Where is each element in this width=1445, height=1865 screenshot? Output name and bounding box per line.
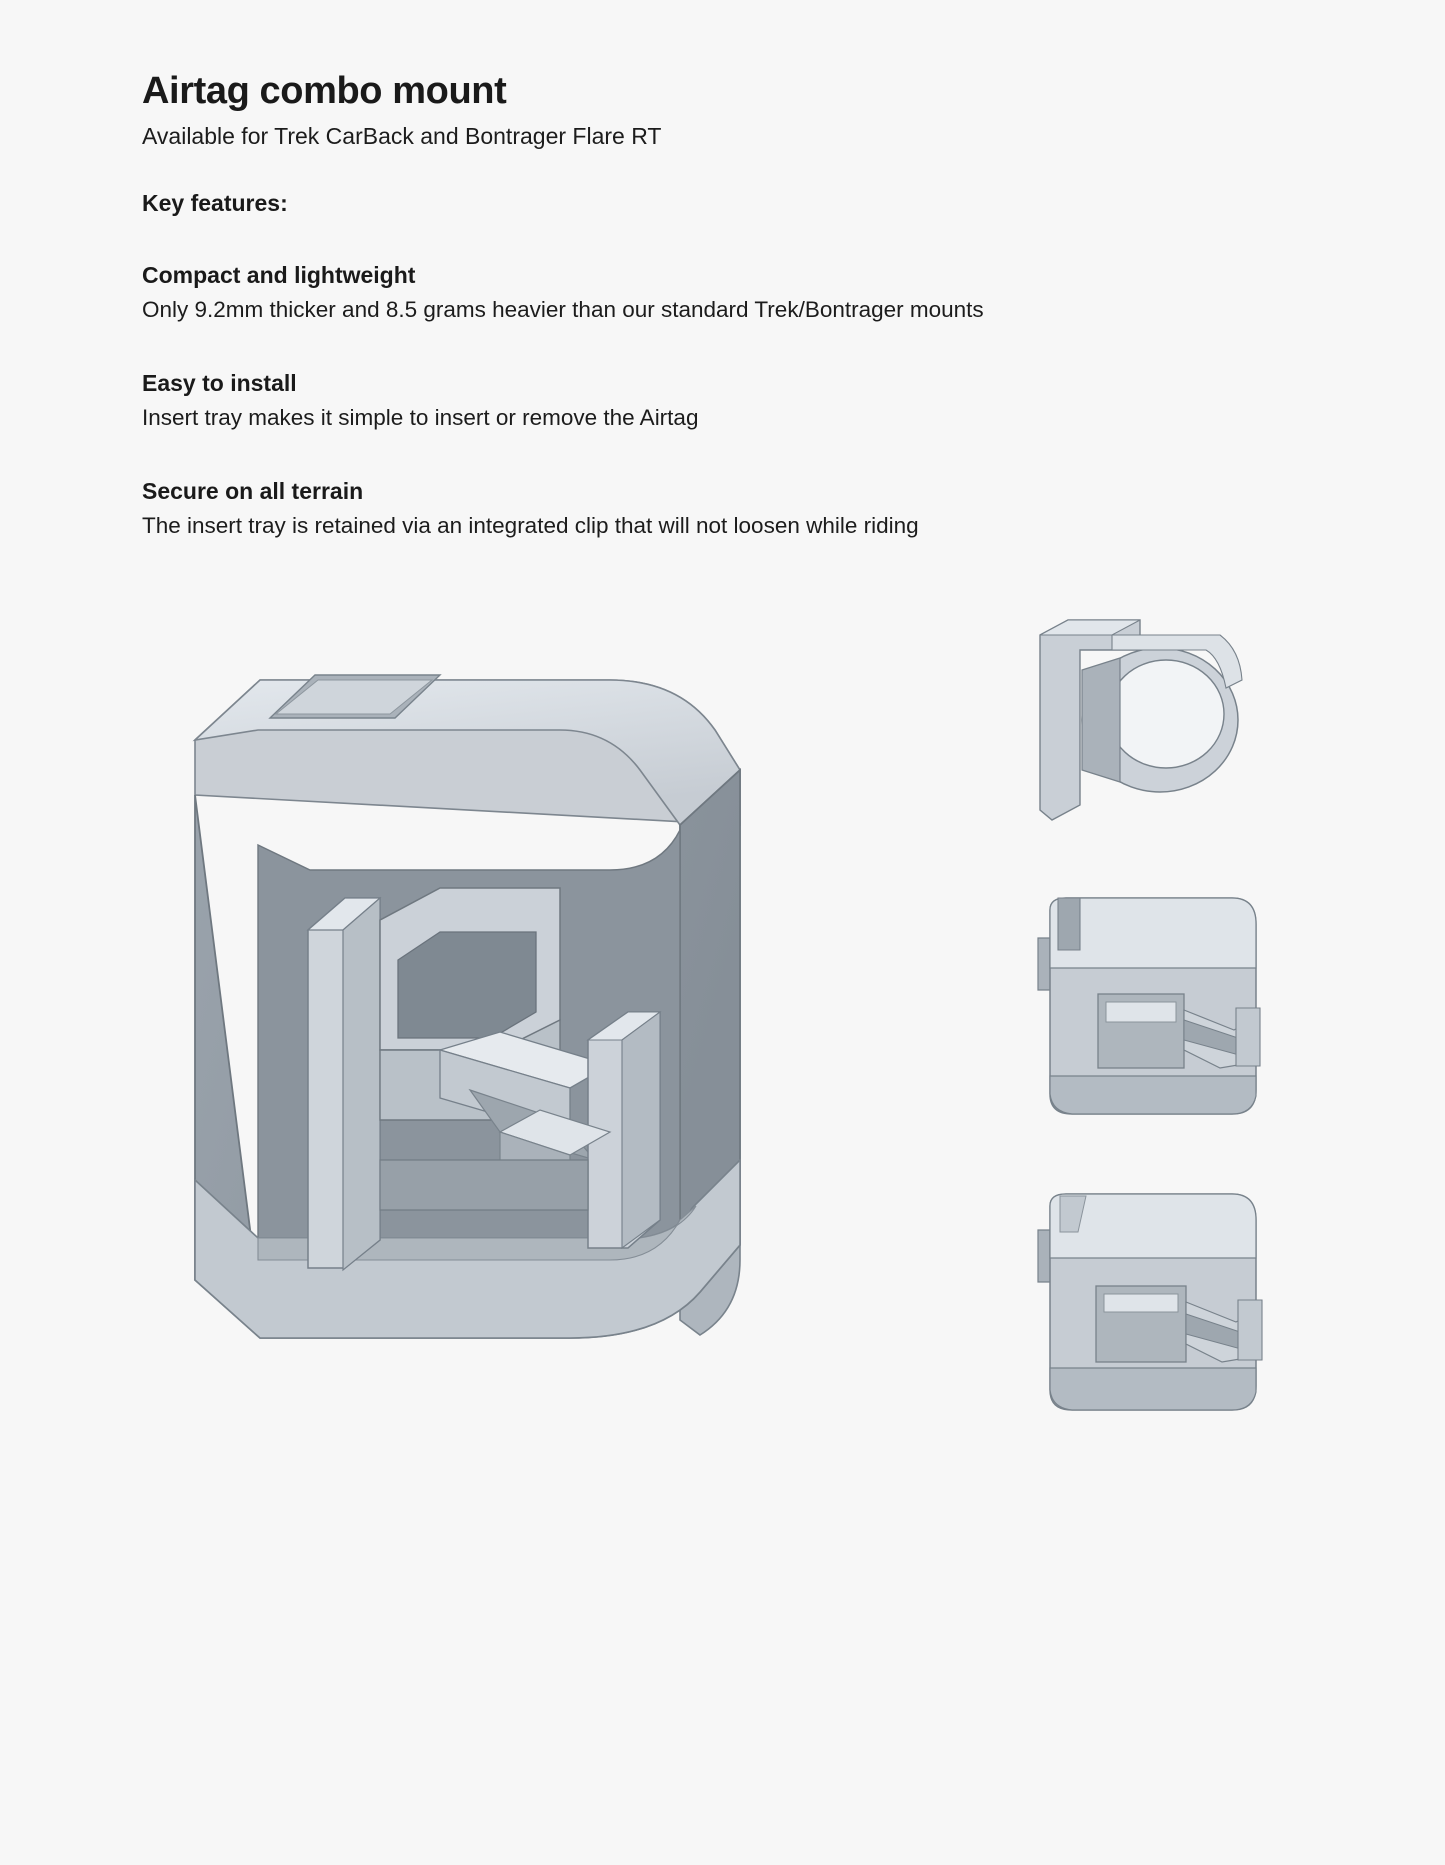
feature-description: Insert tray makes it simple to insert or remove the Airtag (142, 405, 699, 431)
feature-description: The insert tray is retained via an integrated clip that will not loosen while riding (142, 513, 919, 539)
feature-item (142, 261, 1325, 325)
feature-title: Compact and lightweight (142, 261, 416, 288)
product-render-figure-group (0, 600, 1445, 1500)
main-product-render (140, 620, 860, 1380)
feature-title: Easy to install (142, 369, 297, 396)
feature-description: Only 9.2mm thicker and 8.5 grams heavier than our standard Trek/Bontrager mounts (142, 297, 984, 323)
page-subtitle: Available for Trek CarBack and Bontrager Flare RT (142, 122, 662, 149)
page-title: Airtag combo mount (142, 70, 507, 112)
airtag-combo-mount-isometric-icon (140, 620, 860, 1380)
feature-item (142, 477, 1325, 541)
key-features-heading: Key features: (142, 189, 288, 216)
feature-title: Secure on all terrain (142, 477, 364, 504)
clip-ring-render-icon (1020, 610, 1320, 860)
mount-assembly-render-bottom-icon (1020, 1186, 1320, 1436)
secondary-product-renders (1020, 610, 1320, 1440)
mount-assembly-render-top-icon (1020, 890, 1320, 1140)
feature-item (142, 369, 1325, 433)
